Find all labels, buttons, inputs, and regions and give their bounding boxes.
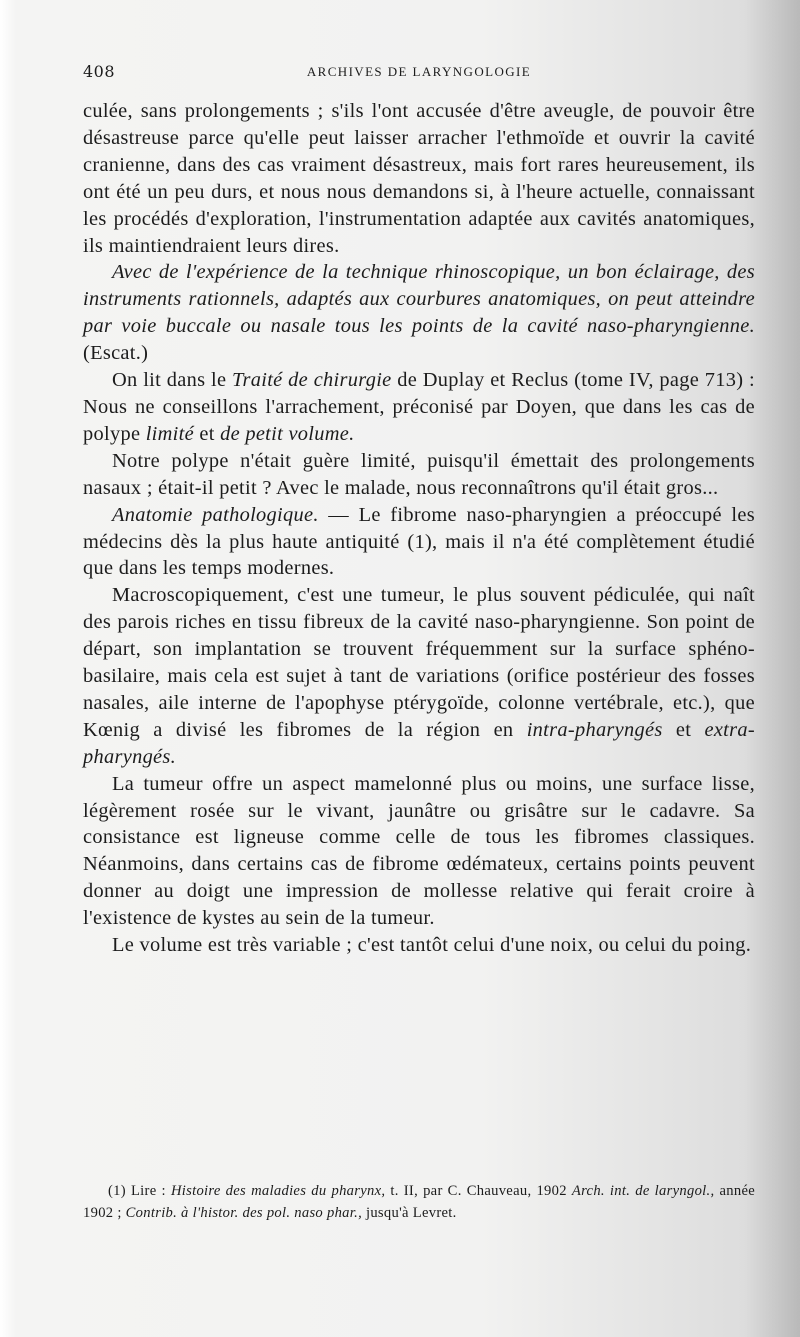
text-run: année 1902 ; bbox=[83, 1183, 755, 1221]
emphasis: de petit volume. bbox=[220, 422, 355, 445]
text-run: et bbox=[193, 422, 221, 445]
text-run: On lit dans le bbox=[112, 369, 232, 392]
emphasis: limité bbox=[145, 422, 194, 445]
citation-title: Arch. int. de laryngol., bbox=[571, 1183, 715, 1199]
journal-title: ARCHIVES DE LARYNGOLOGIE bbox=[306, 64, 532, 79]
book-title: Traité de chirurgie bbox=[231, 369, 392, 392]
text-run: jusqu'à Levret. bbox=[362, 1205, 457, 1221]
paragraph-escat-quote bbox=[83, 259, 755, 367]
emphasis: intra-pharyngés bbox=[526, 718, 663, 741]
text-run: t. II, par C. Chauveau, 1902 bbox=[385, 1183, 572, 1199]
quote-source: (Escat.) bbox=[83, 342, 149, 365]
emphasis: extra-pharyngés. bbox=[83, 718, 755, 768]
citation-title: Histoire des maladies du pharynx, bbox=[170, 1183, 386, 1199]
running-header bbox=[83, 62, 755, 84]
paragraph-volume: Le volume est très variable ; c'est tantôt celui d'une noix, ou celui du poing. bbox=[112, 934, 752, 957]
paragraph-duplay-reclus bbox=[83, 367, 755, 448]
section-heading: Anatomie pathologique. bbox=[112, 503, 319, 526]
paragraph-anatomie bbox=[83, 502, 755, 583]
text-run: et bbox=[662, 718, 705, 741]
body-text bbox=[83, 98, 755, 959]
footnote-1 bbox=[83, 1180, 755, 1224]
paragraph-aspect: La tumeur offre un aspect mamelonné plus ou moins, une surface lisse, légèrement rosée sur le vivant, jaunâtre ou grisâtre sur le cadavre. Sa consistance est ligneuse comme celle de tous les fibromes classiques. Néanmoins, dans certains cas de fibrome œdémateux, certains points peuvent donner au doigt une impression de mollesse relative qui ferait croire à l'existence de kystes au sein de la tumeur. bbox=[83, 772, 755, 930]
paragraph-continuation: culée, sans prolongements ; s'ils l'ont accusée d'être aveugle, de pouvoir être désastreuse parce qu'elle peut laisser arracher l'ethmoïde et ouvrir la cavité cranienne, dans des cas vraiment désastreux, mais fort rares heureusement, ils ont été un peu durs, et nous nous demandons si, à l'heure actuelle, connaissant les procédés d'exploration, l'instrumentation adaptée aux cavités anatomiques, ils maintiendraient leurs dires. bbox=[83, 100, 755, 257]
paragraph-polype: Notre polype n'était guère limité, puisqu'il émettait des prolongements nasaux ; était-il petit ? Avec le malade, nous reconnaîtrons qu'il était gros... bbox=[83, 449, 755, 499]
text-run: de Duplay et Reclus (tome IV, page 713) : Nous ne conseillons l'arrachement, préconisé par Doyen, que dans les cas de polype bbox=[83, 369, 756, 445]
citation-title: Contrib. à l'histor. des pol. naso phar., bbox=[125, 1205, 363, 1221]
text-run: (1) Lire : bbox=[108, 1183, 171, 1199]
page-number: 408 bbox=[83, 62, 116, 81]
footnotes bbox=[83, 1180, 755, 1224]
quote-text: Avec de l'expérience de la technique rhinoscopique, un bon éclairage, des instruments rationnels, adaptés aux courbures anatomiques, on peut atteindre par voie buccale ou nasale tous les points de la cavité naso-pharyngienne. bbox=[83, 261, 755, 338]
text-run: Macroscopiquement, c'est une tumeur, le plus souvent pédiculée, qui naît des parois riches en tissu fibreux de la cavité naso-pharyngienne. Son point de départ, son implantation se trouvent fréquemment sur la surface sphéno-basilaire, mais cela est sujet à tant de variations (orifice postérieur des fosses nasales, aile interne de l'apophyse ptérygoïde, colonne vertébrale, etc.), que Kœnig a divisé les fibromes de la région en bbox=[83, 584, 755, 741]
text-run: — Le fibrome naso-pharyngien a préoccupé les médecins dès la plus haute antiquité (1), mais il n'a été complètement étudié que dans les temps modernes. bbox=[83, 503, 755, 580]
paragraph-macroscopie bbox=[83, 582, 755, 770]
